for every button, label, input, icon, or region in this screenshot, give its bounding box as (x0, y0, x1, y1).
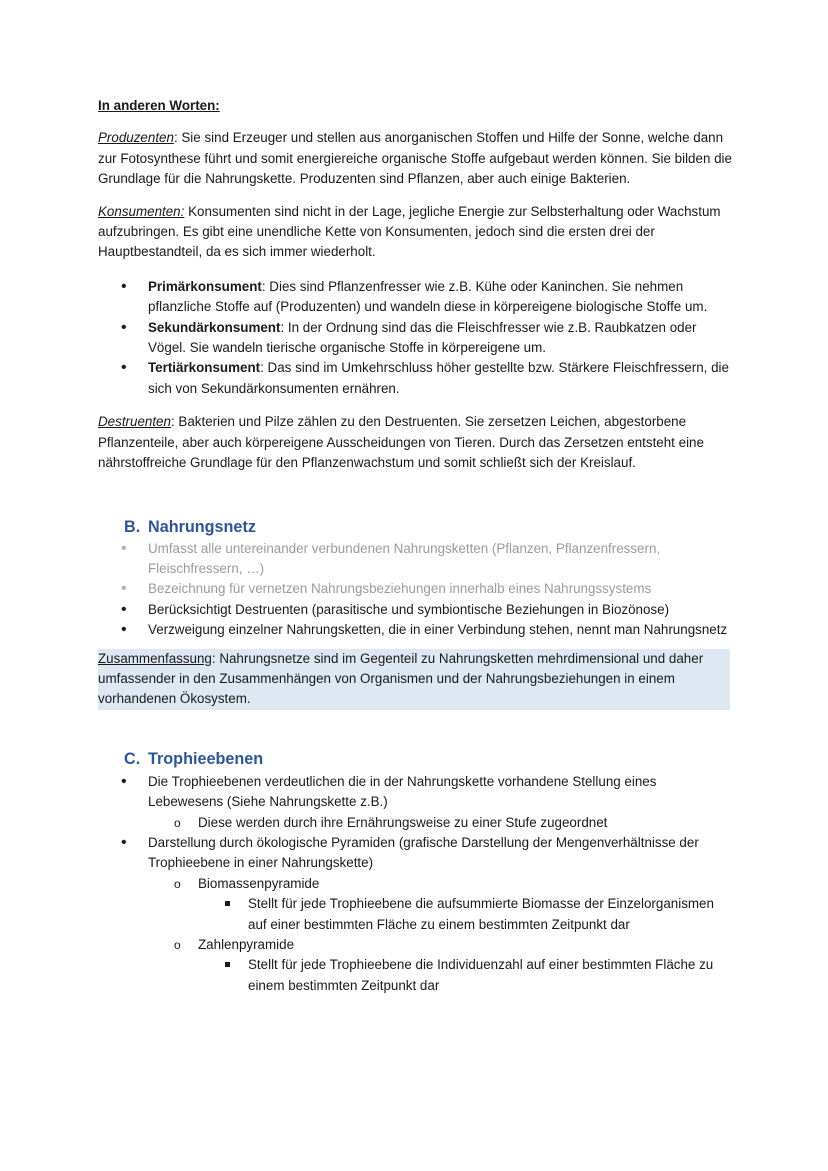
list-item-text: : In der Ordnung sind das die Fleischfresser wie z.B. Raubkatzen oder Vögel. Sie wandeln tierische organische Stoffe in körpereigene um. (148, 319, 697, 356)
section-b-list (98, 539, 733, 641)
list-item: • Umfasst alle untereinander verbundenen Nahrungsketten (Pflanzen, Pflanzenfressern, Fleischfressern, …) (98, 539, 733, 580)
pyramid-list (98, 874, 733, 996)
list-item-text: Darstellung durch ökologische Pyramiden (grafische Darstellung der Mengenverhältnisse der Trophieebene in einer Nahrungskette) (148, 834, 699, 871)
section-c-title (98, 748, 733, 770)
list-item: • Berücksichtigt Destruenten (parasitische und symbiontische Beziehungen in Biozönose) (98, 600, 733, 620)
list-item (98, 318, 733, 359)
section-c-title-text: Trophieebenen (148, 749, 264, 768)
produzenten-paragraph (98, 128, 733, 189)
list-item: • Verzweigung einzelner Nahrungsketten, die in einer Verbindung stehen, nennt man Nahrungsnetz (98, 620, 733, 640)
list-item-term: Sekundärkonsument (148, 319, 281, 335)
konsumenten-term: Konsumenten: (98, 203, 185, 219)
document-page (98, 96, 733, 996)
pyramid-name: o Biomassenpyramide (98, 874, 733, 894)
konsumenten-paragraph (98, 202, 733, 263)
produzenten-text: : Sie sind Erzeuger und stellen aus anorganischen Stoffen und Hilfe der Sonne, welche dann zur Fotosynthese führt und somit energiereiche organische Stoffe aufgebaut werden können. Sie bilden die Grundlage für die Nahrungskette. Produzenten sind Pflanzen, aber auch einige Bakterien. (98, 130, 732, 187)
section-b-letter: B. (124, 517, 141, 536)
pyramid-desc-list (98, 955, 733, 996)
section-c-sublist (98, 813, 733, 833)
konsumenten-text: Konsumenten sind nicht in der Lage, jegliche Energie zur Selbsterhaltung oder Wachstum aufzubringen. Es gibt eine unendliche Kette von Konsumenten, jedoch sind die ersten drei der Hauptbestandteil, da es sich immer wiederholt. (98, 203, 721, 260)
section-b-title-text: Nahrungsnetz (148, 517, 256, 536)
pyramid-item (98, 874, 733, 935)
section-c-list-2 (98, 833, 733, 874)
list-item-text: Die Trophieebenen verdeutlichen die in der Nahrungskette vorhandene Stellung eines Lebewesens (Siehe Nahrungskette z.B.) (148, 773, 657, 810)
konsumenten-list (98, 277, 733, 399)
list-item (98, 358, 733, 399)
list-item (98, 833, 733, 874)
destruenten-term: Destruenten (98, 414, 171, 430)
summary-term: Zusammenfassung (98, 650, 212, 666)
sub-list-item: o Diese werden durch ihre Ernährungsweise zu einer Stufe zugeordnet (98, 813, 733, 833)
section-b-title (98, 516, 733, 538)
list-item-text: : Dies sind Pflanzenfresser wie z.B. Kühe oder Kaninchen. Sie nehmen pflanzliche Stoffe auf (Produzenten) und wandeln diese in körpereigene biologische Stoffe um. (148, 278, 708, 315)
list-item (98, 772, 733, 813)
produzenten-term: Produzenten (98, 130, 174, 146)
summary-text: : Nahrungsnetze sind im Gegenteil zu Nahrungsketten mehrdimensional und daher umfassender in den Zusammenhängen von Organismen und der Nahrungsbeziehungen in einem vorhandenen Ökosystem. (98, 650, 704, 707)
pyramid-desc: Stellt für jede Trophieebene die Individuenzahl auf einer bestimmten Fläche zu einem bestimmten Zeitpunkt dar (98, 955, 733, 996)
list-item: • Bezeichnung für vernetzen Nahrungsbeziehungen innerhalb eines Nahrungssystems (98, 579, 733, 599)
pyramid-name: o Zahlenpyramide (98, 935, 733, 955)
list-item-term: Tertiärkonsument (148, 360, 261, 376)
pyramid-desc: Stellt für jede Trophieebene die aufsummierte Biomasse der Einzelorganismen auf einer bestimmten Fläche zu einem bestimmten Zeitpunkt dar (98, 894, 733, 935)
list-item-text: : Das sind im Umkehrschluss höher gestellte bzw. Stärkere Fleischfressern, die sich von Sekundärkonsumenten ernähren. (148, 360, 729, 396)
summary-box (98, 649, 730, 710)
section-c-letter: C. (124, 749, 141, 768)
pyramid-desc-list (98, 894, 733, 935)
destruenten-paragraph (98, 412, 733, 473)
intro-heading: In anderen Worten: (98, 98, 220, 113)
destruenten-text: : Bakterien und Pilze zählen zu den Destruenten. Sie zersetzen Leichen, abgestorbene Pflanzenteile, aber auch körpereigene Ausscheidungen von Tieren. Durch das Zersetzen entsteht eine nährstoffreiche Grundlage für den Pflanzenwachstum und somit schließt sich der Kreislauf. (98, 414, 704, 471)
pyramid-item (98, 935, 733, 996)
section-c-list (98, 772, 733, 813)
list-item (98, 277, 733, 318)
list-item-term: Primärkonsument (148, 278, 262, 294)
